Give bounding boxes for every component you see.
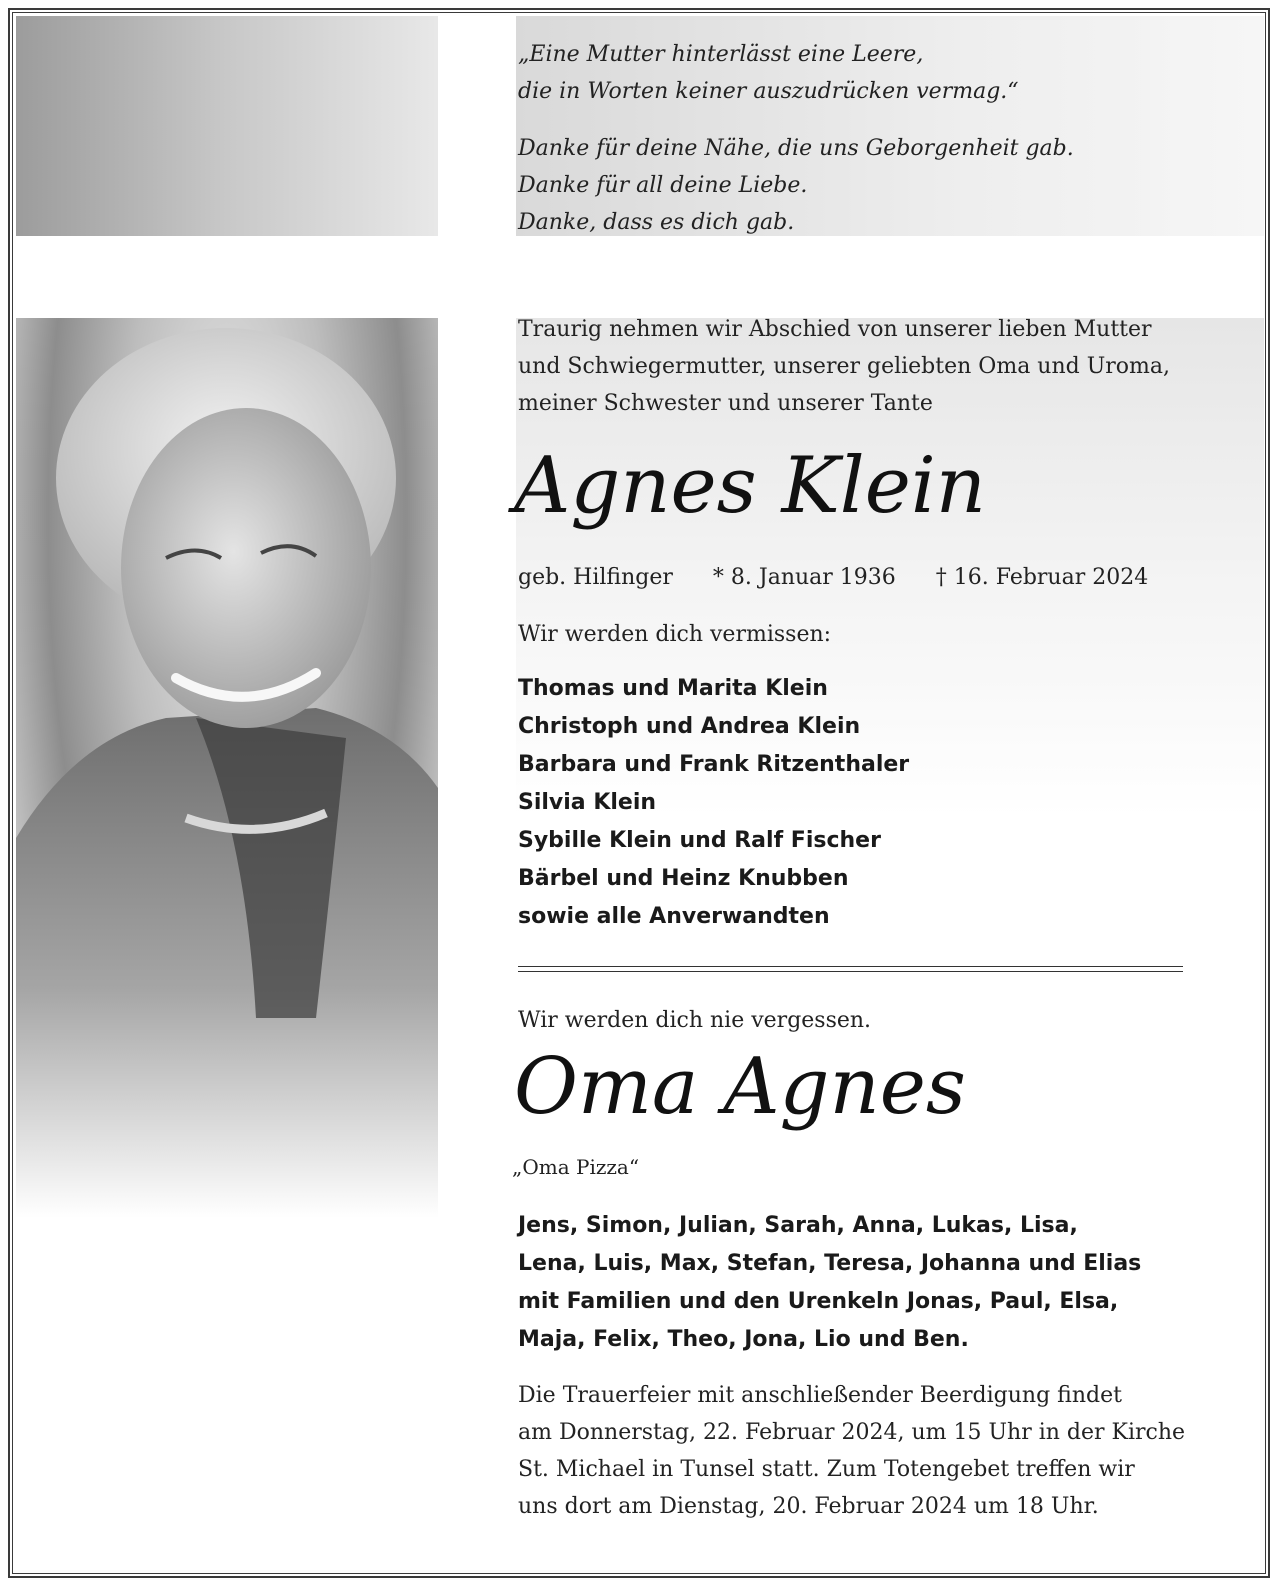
funeral-line-4: uns dort am Dienstag, 20. Februar 2024 um 18 Uhr. <box>518 1494 1099 1519</box>
death-date: † 16. Februar 2024 <box>935 565 1149 590</box>
mourner-4: Silvia Klein <box>518 790 657 815</box>
birth-name: geb. Hilfinger <box>518 565 673 590</box>
divider-line-2 <box>518 971 1183 972</box>
funeral-line-2: am Donnerstag, 22. Februar 2024, um 15 Uhr in der Kirche <box>518 1420 1186 1445</box>
mourner-5: Sybille Klein und Ralf Fischer <box>518 828 881 853</box>
funeral-line-3: St. Michael in Tunsel statt. Zum Totengebet treffen wir <box>518 1457 1135 1482</box>
nickname: „Oma Pizza“ <box>512 1155 640 1179</box>
grandchildren-name: Oma Agnes <box>514 1042 966 1132</box>
intro-line-2: und Schwiegermutter, unserer geliebten Oma und Uroma, <box>518 354 1170 379</box>
thanks-line-2: Danke für all deine Liebe. <box>518 173 808 198</box>
grandchildren-line-2: Lena, Luis, Max, Stefan, Teresa, Johanna und Elias <box>518 1251 1142 1276</box>
thanks-line-3: Danke, dass es dich gab. <box>518 210 795 235</box>
deceased-name: Agnes Klein <box>514 441 987 531</box>
mourner-1: Thomas und Marita Klein <box>518 676 828 701</box>
intro-line-3: meiner Schwester und unserer Tante <box>518 391 933 416</box>
mourner-7: sowie alle Anverwandten <box>518 904 830 929</box>
grandchildren-intro: Wir werden dich nie vergessen. <box>518 1008 872 1033</box>
thanks-line-1: Danke für deine Nähe, die uns Geborgenheit gab. <box>518 136 1074 161</box>
mourner-3: Barbara und Frank Ritzenthaler <box>518 752 910 777</box>
intro-line-1: Traurig nehmen wir Abschied von unserer lieben Mutter <box>518 317 1152 342</box>
mourner-6: Bärbel und Heinz Knubben <box>518 866 849 891</box>
quote-line-2: die in Worten keiner auszudrücken vermag.“ <box>518 79 1019 104</box>
portrait-photo <box>16 318 438 1218</box>
grandchildren-line-4: Maja, Felix, Theo, Jona, Lio und Ben. <box>518 1327 969 1352</box>
mourners-intro: Wir werden dich vermissen: <box>518 622 832 647</box>
life-dates <box>518 563 1148 593</box>
birth-date: * 8. Januar 1936 <box>712 565 896 590</box>
quote-line-1: „Eine Mutter hinterlässt eine Leere, <box>518 42 924 67</box>
cross-background-top-left <box>16 16 438 236</box>
divider-line-1 <box>518 966 1183 967</box>
funeral-line-1: Die Trauerfeier mit anschließender Beerdigung findet <box>518 1383 1122 1408</box>
grandchildren-line-1: Jens, Simon, Julian, Sarah, Anna, Lukas, Lisa, <box>518 1213 1078 1238</box>
mourner-2: Christoph und Andrea Klein <box>518 714 861 739</box>
grandchildren-line-3: mit Familien und den Urenkeln Jonas, Paul, Elsa, <box>518 1289 1119 1314</box>
